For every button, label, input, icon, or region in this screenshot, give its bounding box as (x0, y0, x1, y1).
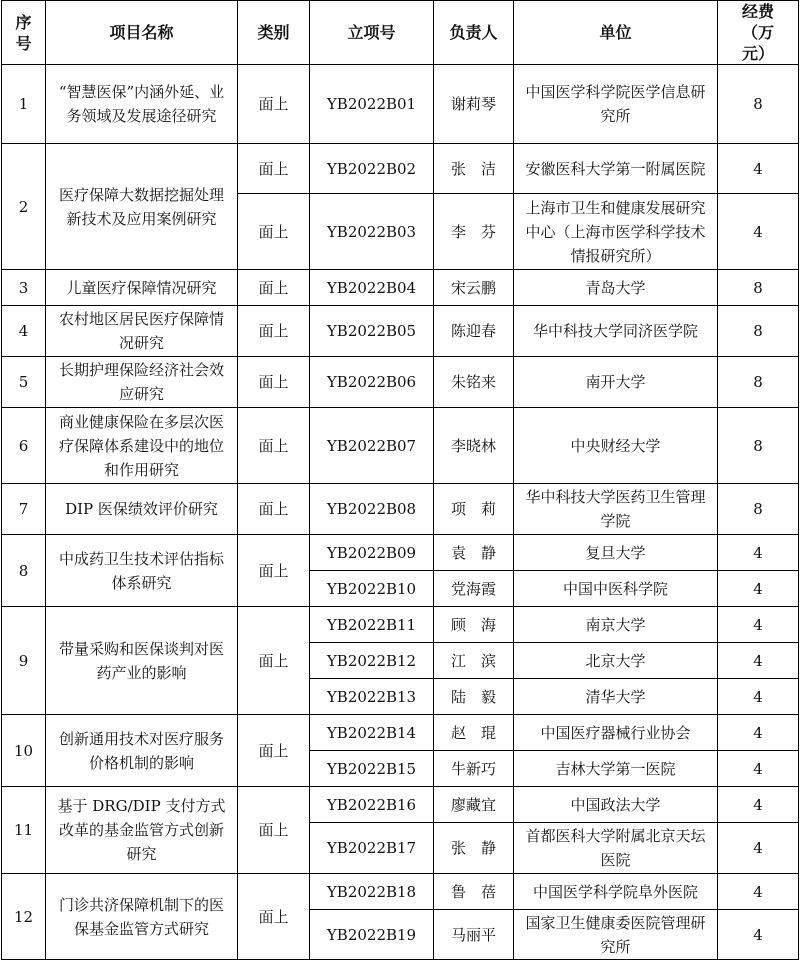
cell-leader: 谢莉琴 (434, 65, 514, 144)
cell-fund: 8 (718, 65, 799, 144)
cell-fund: 8 (718, 270, 799, 306)
cell-unit: 南京大学 (514, 607, 718, 643)
cell-no: 8 (2, 535, 46, 607)
cell-leader: 马丽平 (434, 910, 514, 960)
cell-leader: 陈迎春 (434, 306, 514, 357)
table-row (2, 408, 799, 484)
cell-id: YB2022B03 (310, 194, 434, 270)
cell-id: YB2022B07 (310, 408, 434, 484)
header-fund: 经费（万元） (718, 1, 799, 65)
cell-name: “智慧医保”内涵外延、业务领域及发展途径研究 (46, 65, 238, 144)
cell-id: YB2022B12 (310, 643, 434, 679)
cell-no: 9 (2, 607, 46, 715)
cell-unit: 南开大学 (514, 357, 718, 408)
cell-id: YB2022B19 (310, 910, 434, 960)
header-id: 立项号 (310, 1, 434, 65)
cell-id: YB2022B15 (310, 751, 434, 787)
cell-leader: 廖藏宜 (434, 787, 514, 823)
table-row (2, 306, 799, 357)
cell-id: YB2022B02 (310, 144, 434, 194)
cell-fund: 4 (718, 910, 799, 960)
cell-unit: 中国政法大学 (514, 787, 718, 823)
cell-fund: 4 (718, 679, 799, 715)
header-row (2, 1, 799, 65)
cell-name: 门诊共济保障机制下的医保基金监管方式研究 (46, 874, 238, 960)
cell-fund: 4 (718, 194, 799, 270)
cell-no: 11 (2, 787, 46, 874)
cell-category: 面上 (238, 65, 310, 144)
header-category: 类别 (238, 1, 310, 65)
cell-id: YB2022B05 (310, 306, 434, 357)
cell-leader: 宋云鹏 (434, 270, 514, 306)
cell-category: 面上 (238, 306, 310, 357)
cell-unit: 华中科技大学医药卫生管理学院 (514, 484, 718, 535)
cell-fund: 8 (718, 306, 799, 357)
cell-fund: 4 (718, 823, 799, 874)
cell-leader: 牛新巧 (434, 751, 514, 787)
cell-category: 面上 (238, 715, 310, 787)
project-table (1, 0, 799, 960)
cell-no: 1 (2, 65, 46, 144)
cell-id: YB2022B09 (310, 535, 434, 571)
cell-id: YB2022B10 (310, 571, 434, 607)
cell-category: 面上 (238, 874, 310, 960)
cell-name: 创新通用技术对医疗服务价格机制的影响 (46, 715, 238, 787)
cell-name: 医疗保障大数据挖掘处理新技术及应用案例研究 (46, 144, 238, 270)
table-row (2, 270, 799, 306)
cell-id: YB2022B04 (310, 270, 434, 306)
cell-fund: 4 (718, 607, 799, 643)
cell-id: YB2022B11 (310, 607, 434, 643)
cell-no: 3 (2, 270, 46, 306)
cell-category: 面上 (238, 194, 310, 270)
table-row (2, 535, 799, 571)
cell-fund: 8 (718, 408, 799, 484)
cell-category: 面上 (238, 607, 310, 715)
cell-unit: 中央财经大学 (514, 408, 718, 484)
table-row (2, 357, 799, 408)
cell-leader: 陆 毅 (434, 679, 514, 715)
cell-unit: 中国医学科学院医学信息研究所 (514, 65, 718, 144)
cell-no: 12 (2, 874, 46, 960)
cell-fund: 8 (718, 484, 799, 535)
cell-unit: 北京大学 (514, 643, 718, 679)
cell-unit: 华中科技大学同济医学院 (514, 306, 718, 357)
header-leader: 负责人 (434, 1, 514, 65)
cell-fund: 4 (718, 874, 799, 910)
cell-leader: 赵 琨 (434, 715, 514, 751)
cell-unit: 复旦大学 (514, 535, 718, 571)
cell-no: 6 (2, 408, 46, 484)
cell-no: 2 (2, 144, 46, 270)
cell-fund: 4 (718, 144, 799, 194)
cell-name: 长期护理保险经济社会效应研究 (46, 357, 238, 408)
cell-leader: 李晓林 (434, 408, 514, 484)
header-no: 序号 (2, 1, 46, 65)
cell-leader: 顾 海 (434, 607, 514, 643)
cell-id: YB2022B13 (310, 679, 434, 715)
cell-name: 基于 DRG/DIP 支付方式改革的基金监管方式创新研究 (46, 787, 238, 874)
cell-unit: 国家卫生健康委医院管理研究所 (514, 910, 718, 960)
cell-name: DIP 医保绩效评价研究 (46, 484, 238, 535)
cell-category: 面上 (238, 408, 310, 484)
cell-leader: 张 洁 (434, 144, 514, 194)
header-unit: 单位 (514, 1, 718, 65)
cell-category: 面上 (238, 535, 310, 607)
table-row (2, 144, 799, 194)
cell-id: YB2022B17 (310, 823, 434, 874)
table-row (2, 715, 799, 751)
cell-id: YB2022B18 (310, 874, 434, 910)
cell-unit: 吉林大学第一医院 (514, 751, 718, 787)
cell-id: YB2022B14 (310, 715, 434, 751)
cell-leader: 鲁 蓓 (434, 874, 514, 910)
cell-id: YB2022B16 (310, 787, 434, 823)
cell-fund: 4 (718, 751, 799, 787)
cell-category: 面上 (238, 270, 310, 306)
cell-category: 面上 (238, 357, 310, 408)
cell-id: YB2022B01 (310, 65, 434, 144)
cell-unit: 清华大学 (514, 679, 718, 715)
cell-unit: 中国中医科学院 (514, 571, 718, 607)
cell-category: 面上 (238, 787, 310, 874)
cell-no: 4 (2, 306, 46, 357)
table-row (2, 874, 799, 910)
cell-fund: 4 (718, 643, 799, 679)
cell-name: 农村地区居民医疗保障情况研究 (46, 306, 238, 357)
cell-leader: 李 芬 (434, 194, 514, 270)
cell-unit: 安徽医科大学第一附属医院 (514, 144, 718, 194)
cell-unit: 中国医疗器械行业协会 (514, 715, 718, 751)
table-row (2, 787, 799, 823)
cell-leader: 项 莉 (434, 484, 514, 535)
cell-fund: 4 (718, 715, 799, 751)
cell-category: 面上 (238, 484, 310, 535)
table-row (2, 607, 799, 643)
cell-name: 带量采购和医保谈判对医药产业的影响 (46, 607, 238, 715)
header-name: 项目名称 (46, 1, 238, 65)
cell-fund: 4 (718, 787, 799, 823)
cell-no: 5 (2, 357, 46, 408)
cell-unit: 青岛大学 (514, 270, 718, 306)
cell-unit: 首都医科大学附属北京天坛医院 (514, 823, 718, 874)
cell-id: YB2022B08 (310, 484, 434, 535)
cell-leader: 党海霞 (434, 571, 514, 607)
cell-category: 面上 (238, 144, 310, 194)
cell-fund: 8 (718, 357, 799, 408)
cell-name: 儿童医疗保障情况研究 (46, 270, 238, 306)
cell-id: YB2022B06 (310, 357, 434, 408)
cell-name: 商业健康保险在多层次医疗保障体系建设中的地位和作用研究 (46, 408, 238, 484)
cell-no: 7 (2, 484, 46, 535)
cell-fund: 4 (718, 571, 799, 607)
cell-leader: 朱铭来 (434, 357, 514, 408)
cell-leader: 江 滨 (434, 643, 514, 679)
cell-leader: 张 静 (434, 823, 514, 874)
cell-unit: 上海市卫生和健康发展研究中心（上海市医学科学技术情报研究所） (514, 194, 718, 270)
cell-name: 中成药卫生技术评估指标体系研究 (46, 535, 238, 607)
cell-no: 10 (2, 715, 46, 787)
cell-unit: 中国医学科学院阜外医院 (514, 874, 718, 910)
cell-leader: 袁 静 (434, 535, 514, 571)
cell-fund: 4 (718, 535, 799, 571)
table-row (2, 484, 799, 535)
table-row (2, 65, 799, 144)
